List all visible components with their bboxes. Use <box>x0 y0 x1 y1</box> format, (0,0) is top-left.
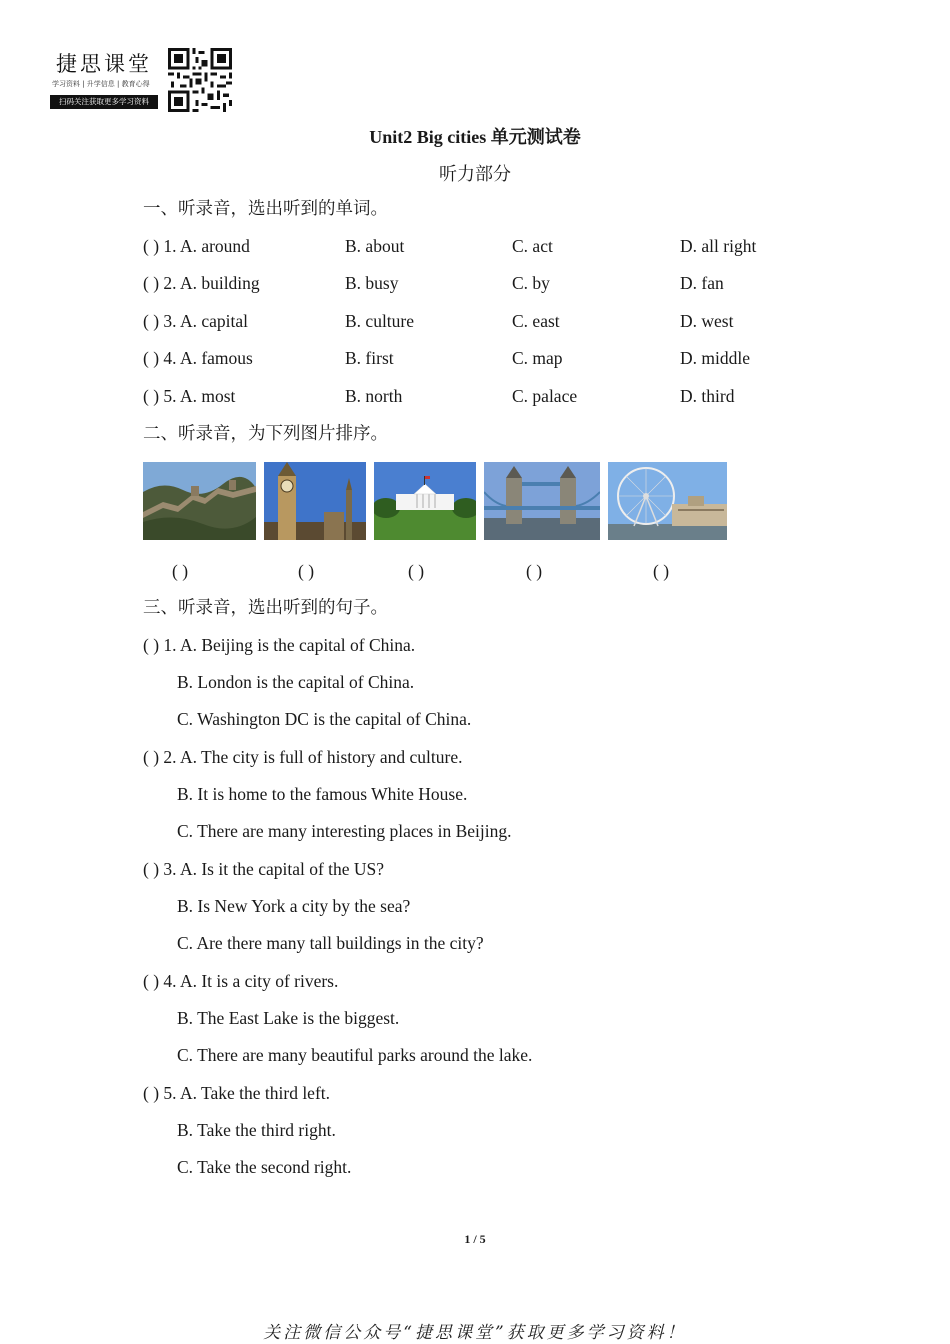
option-b: B. London is the capital of China. <box>177 672 415 692</box>
option-c: C. Are there many tall buildings in the city? <box>177 933 484 953</box>
option-d: D. middle <box>680 348 750 368</box>
brand-tags: 学习资料 | 升学信息 | 教育心得 <box>52 80 150 88</box>
order-blank[interactable]: ( ) <box>172 561 189 581</box>
option-d: D. all right <box>680 236 757 256</box>
question-stem[interactable]: ( ) 2. A. The city is full of history and culture. <box>143 747 463 767</box>
option-d: D. third <box>680 386 735 406</box>
part1-heading: 一、听录音，选出听到的单词。 <box>143 198 388 218</box>
option-d: D. west <box>680 311 734 331</box>
option-b: B. Is New York a city by the sea? <box>177 896 411 916</box>
option-c: C. There are many beautiful parks around the lake. <box>177 1045 533 1065</box>
question-stem[interactable]: ( ) 4. A. famous <box>143 348 253 368</box>
option-c: C. Take the second right. <box>177 1157 352 1177</box>
order-blank[interactable]: ( ) <box>653 561 670 581</box>
order-blank[interactable]: ( ) <box>298 561 315 581</box>
option-b: B. about <box>345 236 405 256</box>
option-c: C. east <box>512 311 560 331</box>
question-stem[interactable]: ( ) 3. A. capital <box>143 311 248 331</box>
part2-heading: 二、听录音，为下列图片排序。 <box>143 423 388 443</box>
option-c: C. palace <box>512 386 578 406</box>
section-subtitle: 听力部分 <box>439 164 511 184</box>
option-c: C. act <box>512 236 553 256</box>
option-b: B. north <box>345 386 403 406</box>
option-d: D. fan <box>680 273 724 293</box>
big-ben-picture <box>264 462 366 540</box>
qr-code-icon[interactable] <box>168 48 232 112</box>
option-b: B. culture <box>345 311 415 331</box>
london-eye-picture <box>608 462 727 540</box>
great-wall-picture <box>143 462 256 540</box>
question-stem[interactable]: ( ) 4. A. It is a city of rivers. <box>143 971 339 991</box>
question-stem[interactable]: ( ) 2. A. building <box>143 273 260 293</box>
brand-logo <box>50 48 158 112</box>
option-b: B. Take the third right. <box>177 1120 336 1140</box>
footer-note: 关注微信公众号“捷思课堂”获取更多学习资料！ <box>263 1323 687 1343</box>
white-house-picture <box>374 462 476 540</box>
brand-name: 捷思课堂 <box>56 52 152 76</box>
brand-banner: 扫码关注获取更多学习资料 <box>50 95 158 109</box>
page-title: Unit2 Big cities 单元测试卷 <box>369 127 581 147</box>
option-b: B. first <box>345 348 394 368</box>
part3-heading: 三、听录音，选出听到的句子。 <box>143 597 388 617</box>
order-blank[interactable]: ( ) <box>408 561 425 581</box>
question-stem[interactable]: ( ) 3. A. Is it the capital of the US? <box>143 859 385 879</box>
option-c: C. by <box>512 273 550 293</box>
option-c: C. There are many interesting places in Beijing. <box>177 821 512 841</box>
tower-bridge-picture <box>484 462 600 540</box>
option-b: B. The East Lake is the biggest. <box>177 1008 400 1028</box>
option-b: B. It is home to the famous White House. <box>177 784 468 804</box>
order-blank[interactable]: ( ) <box>526 561 543 581</box>
question-stem[interactable]: ( ) 5. A. Take the third left. <box>143 1083 331 1103</box>
question-stem[interactable]: ( ) 1. A. around <box>143 236 250 256</box>
question-stem[interactable]: ( ) 5. A. most <box>143 386 236 406</box>
page-number: 1 / 5 <box>464 1232 486 1246</box>
option-c: C. Washington DC is the capital of China. <box>177 709 472 729</box>
option-b: B. busy <box>345 273 399 293</box>
option-c: C. map <box>512 348 563 368</box>
question-stem[interactable]: ( ) 1. A. Beijing is the capital of China. <box>143 635 416 655</box>
